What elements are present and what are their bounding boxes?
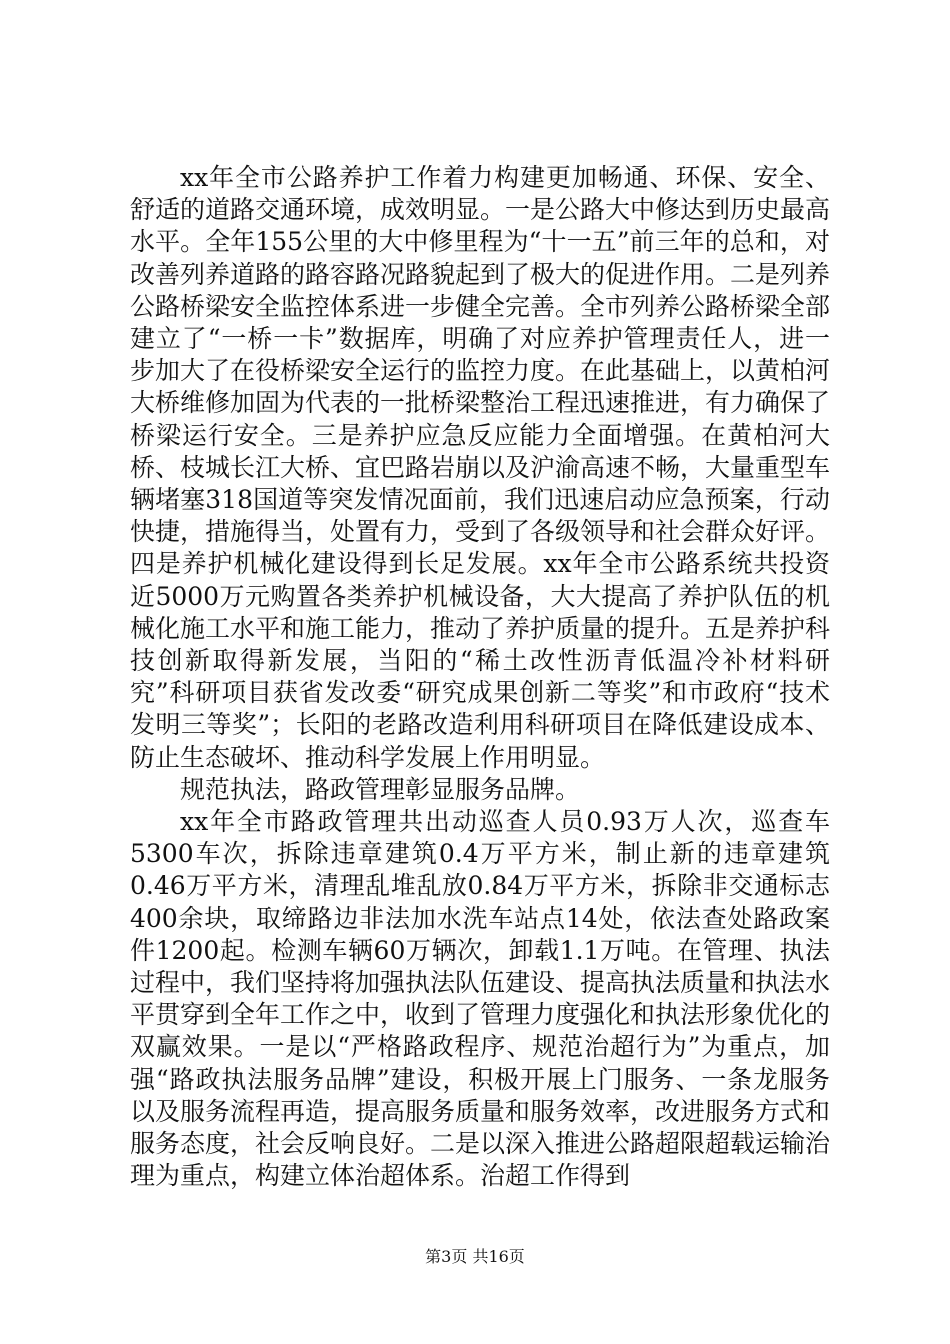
paragraph-heading-enforcement: 规范执法，路政管理彰显服务品牌。 (180, 774, 581, 804)
page-footer: 第3页 共16页 (425, 1247, 525, 1266)
paragraph-road-administration: xx年全市路政管理共出动巡查人员0.93万人次，巡查车5300车次，拆除违章建筑0.4万平方米，制止新的违章建筑0.46万平方米，清理乱堆乱放0.84万平方米，拆除非交通标志400余块，取缔路边非法加水洗车站点14处，依法查处路政案件1200起。检测车辆60万辆次，卸载1.1万吨。在管理、执法过程中，我们坚持将加强执法队伍建设、提高执法质量和执法水平贯穿到全年工作之中，收到了管理力度强化和执法形象优化的双赢效果。一是以“严格路政程序、规范治超行为”为重点，加强“路政执法服务品牌”建设，积极开展上门服务、一条龙服务以及服务流程再造，提高服务质量和服务效率，改进服务方式和服务态度，社会反响良好。二是以深入推进公路超限超载运输治理为重点，构建立体治超体系。治超工作得到 (130, 807, 831, 1191)
paragraph-maintenance: xx年全市公路养护工作着力构建更加畅通、环保、安全、舒适的道路交通环境，成效明显。一是公路大中修达到历史最高水平。全年155公里的大中修里程为“十一五”前三年的总和，对改善列养道路的路容路况路貌起到了极大的促进作用。二是列养公路桥梁安全监控体系进一步健全完善。全市列养公路桥梁全部建立了“一桥一卡”数据库，明确了对应养护管理责任人，进一步加大了在役桥梁安全运行的监控力度。在此基础上，以黄柏河大桥维修加固为代表的一批桥梁整治工程迅速推进，有力确保了桥梁运行安全。三是养护应急反应能力全面增强。在黄柏河大桥、枝城长江大桥、宜巴路岩崩以及沪渝高速不畅，大量重型车辆堵塞318国道等突发情况面前，我们迅速启动应急预案，行动快捷，措施得当，处置有力，受到了各级领导和社会群众好评。四是养护机械化建设得到长足发展。xx年全市公路系统共投资近5000万元购置各类养护机械设备，大大提高了养护队伍的机械化施工水平和施工能力，推动了养护质量的提升。五是养护科技创新取得新发展，当阳的“稀土改性沥青低温冷补材料研究”科研项目获省发改委“研究成果创新二等奖”和市政府“技术发明三等奖”；长阳的老路改造利用科研项目在降低建设成本、防止生态破坏、推动科学发展上作用明显。 (130, 163, 831, 772)
document-body (130, 162, 830, 1193)
